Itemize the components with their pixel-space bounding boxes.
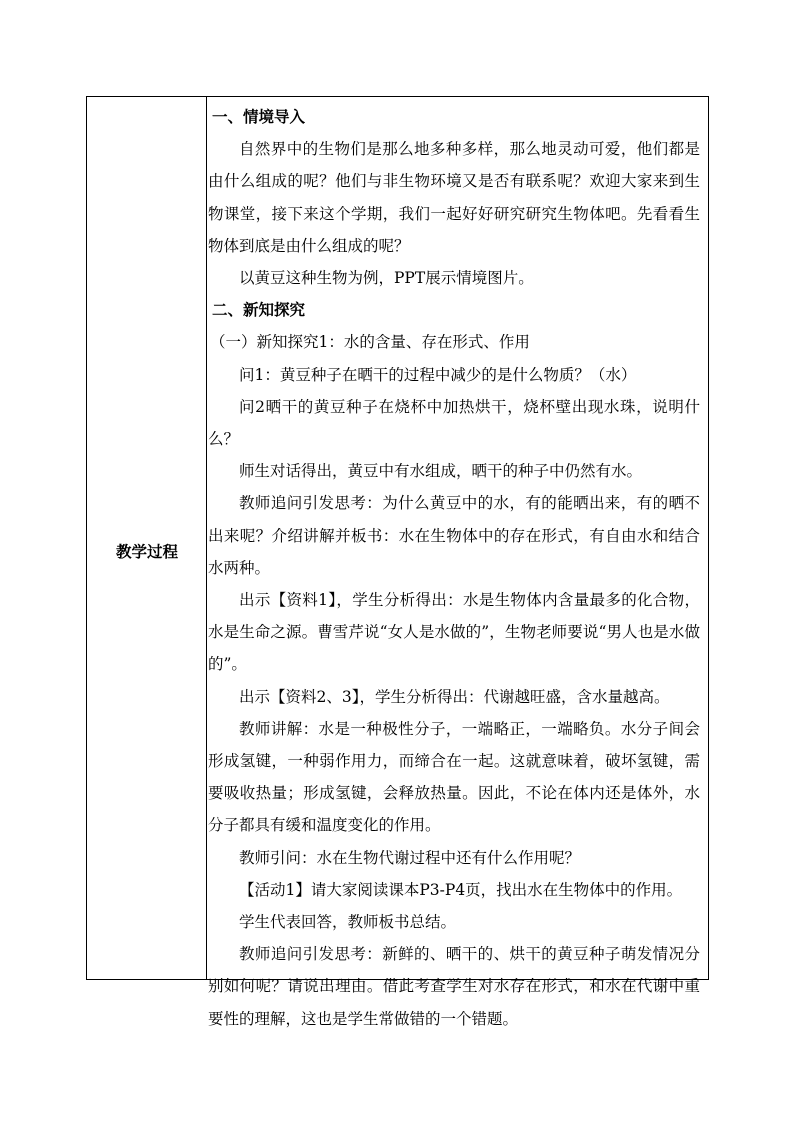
paragraph: 教师追问引发思考：为什么黄豆中的水，有的能晒出来，有的晒不出来呢？介绍讲解并板书：水在生物体中的存在形式，有自由水和结合水两种。: [208, 494, 700, 577]
section-heading: 一、情境导入: [212, 108, 306, 126]
subsection-heading: （一）新知探究1：水的含量、存在形式、作用: [210, 333, 530, 352]
paragraph: 问2晒干的黄豆种子在烧杯中加热烘干，烧杯壁出现水珠，说明什么？: [208, 397, 700, 449]
row-label: 教学过程: [115, 543, 178, 561]
content-cell: [208, 101, 700, 1035]
paragraph: 以黄豆这种生物为例，PPT展示情境图片。: [239, 269, 534, 288]
label-cell: [87, 97, 207, 979]
paragraph: 教师引问：水在生物代谢过程中还有什么作用呢？: [239, 848, 581, 867]
paragraph: 教师讲解：水是一种极性分子，一端略正，一端略负。水分子间会形成氢键，一种弱作用力，而缔合在一起。这就意味着，破坏氢键，需要吸收热量；形成氢键，会释放热量。因此，不论在体内还是体外，水分子都具有缓和温度变化的作用。: [208, 719, 700, 835]
paragraph: 问1：黄豆种子在晒干的过程中减少的是什么物质？（水）: [239, 365, 637, 384]
paragraph: 自然界中的生物们是那么地多种多样，那么地灵动可爱，他们都是由什么组成的呢？他们与非生物环境又是否有联系呢？欢迎大家来到生物课堂，接下来这个学期，我们一起好好研究研究生物体吧。先看看生物体到底是由什么组成的呢？: [208, 140, 700, 255]
paragraph: 出示【资料2、3】，学生分析得出：代谢越旺盛，含水量越高。: [239, 687, 670, 706]
paragraph: 【活动1】请大家阅读课本P3-P4页，找出水在生物体中的作用。: [239, 880, 683, 899]
paragraph: 学生代表回答，教师板书总结。: [239, 913, 457, 932]
paragraph: 教师追问引发思考：新鲜的、晒干的、烘干的黄豆种子萌发情况分别如何呢？请说出理由。借此考查学生对水存在形式，和水在代谢中重要性的理解，这也是学生常做错的一个错题。: [208, 945, 700, 1028]
lesson-table: [86, 96, 709, 1028]
paragraph: 师生对话得出，黄豆中有水组成，晒干的种子中仍然有水。: [239, 462, 643, 481]
section-heading: 二、新知探究: [212, 301, 306, 320]
paragraph: 出示【资料1】，学生分析得出：水是生物体内含量最多的化合物，水是生命之源。曹雪芹说“女人是水做的”，生物老师要说“男人也是水做的”。: [208, 591, 700, 674]
